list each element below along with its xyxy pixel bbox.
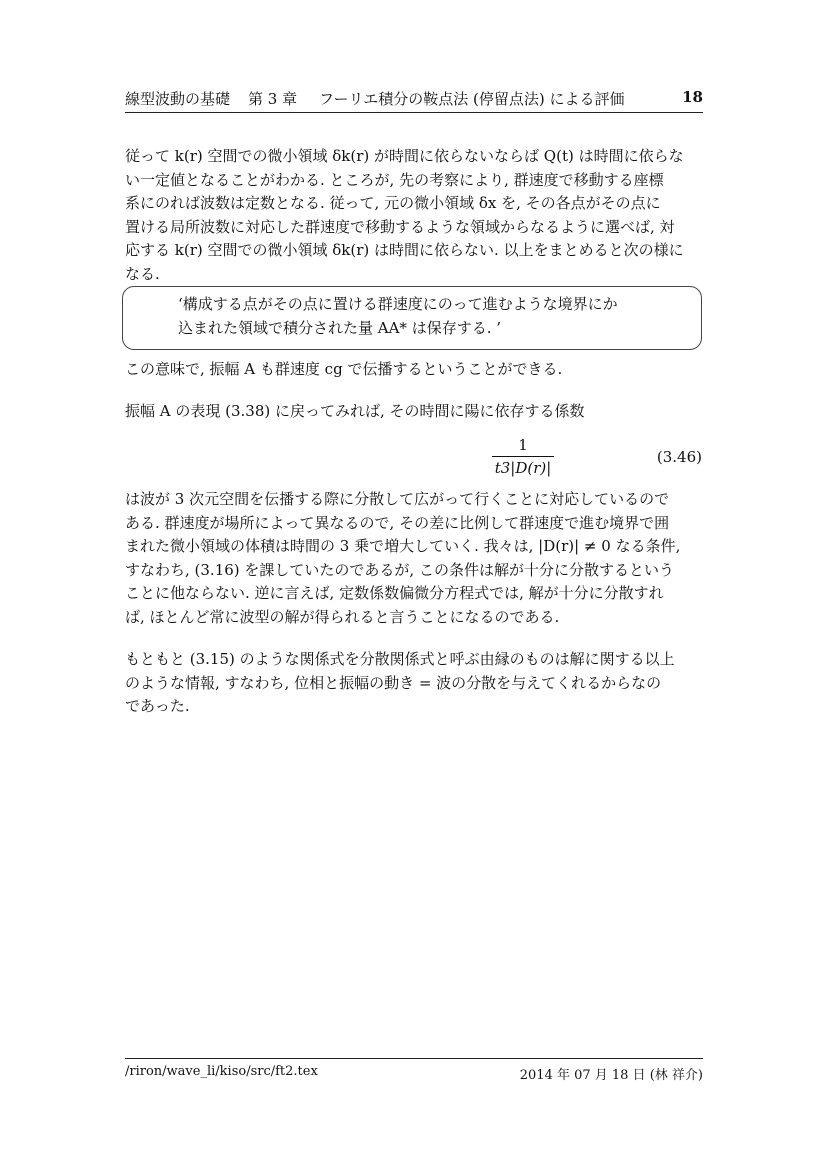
text-line: 従って k(r) 空間での微小領域 δk(r) が時間に依らないならば Q(t) は時間に依らな: [125, 147, 684, 165]
fraction-bar: [492, 456, 554, 457]
section-title: フーリエ積分の鞍点法 (停留点法) による評価: [319, 90, 625, 108]
fraction-denominator: t3|D(r)|: [494, 459, 552, 477]
text-line: 応する k(r) 空間での微小領域 δk(r) は時間に依らない. 以上をまとめると次の様に: [125, 241, 684, 259]
statement-line: 込まれた領域で積分された量 AA* は保存する. ’: [178, 318, 502, 337]
footer-date-author: 2014 年 07 月 18 日 (林 祥介): [519, 1068, 703, 1083]
text-line: は波が 3 次元空間を伝播する際に分散して広がって行くことに対応しているので: [125, 490, 670, 508]
fraction: [492, 436, 554, 478]
text-line: 振幅 A の表現 (3.38) に戻ってみれば, その時間に陽に依存する係数: [125, 402, 585, 420]
footer-path: /riron/wave_li/kiso/src/ft2.tex: [125, 1064, 318, 1079]
text-line: い一定値となることがわかる. ところが, 先の考察により, 群速度で移動する座標: [125, 170, 664, 189]
text-line: すなわち, (3.16) を課していたのであるが, この条件は解が十分に分散するという: [125, 560, 674, 579]
text-line: なる.: [125, 264, 160, 283]
paragraph-dispersion: [125, 488, 705, 629]
paragraph-dispersion-relation: [125, 648, 705, 719]
paragraph-amplitude-propagation: [125, 358, 705, 382]
paragraph-amplitude-expression: [125, 400, 705, 424]
text-line: この意味で, 振幅 A も群速度 cg で伝播するということができる.: [125, 360, 563, 378]
paragraph-invariance: [125, 145, 705, 286]
equation-number: (3.46): [656, 448, 702, 466]
text-line: ある. 群速度が場所によって異なるので, その差に比例して群速度で進む境界で囲: [125, 513, 670, 532]
page-number: 18: [682, 88, 703, 106]
text-line: のような情報, すなわち, 位相と振幅の動き = 波の分散を与えてくれるからなの: [125, 673, 662, 692]
text-line: 系にのれば波数は定数となる. 従って, 元の微小領域 δx を, その各点がその点に: [125, 194, 661, 212]
fraction-numerator: 1: [518, 436, 528, 454]
text-line: ことに他ならない. 逆に言えば, 定数係数偏微分方程式では, 解が十分に分散すれ: [125, 584, 664, 602]
equation-3-46: [125, 436, 705, 480]
text-line: であった.: [125, 697, 190, 715]
text-line: まれた微小領域の体積は時間の 3 乗で増大していく. 我々は, |D(r)| ≠ 0 なる条件,: [125, 537, 681, 555]
running-header: [125, 86, 703, 113]
statement-line: ‘構成する点がその点に置ける群速度にのって進むような境界にか: [178, 295, 618, 313]
book-title: 線型波動の基礎: [125, 90, 231, 108]
text-line: 置ける局所波数に対応した群速度で移動するような領域からなるように選べば, 対: [125, 217, 675, 236]
boxed-statement: [122, 286, 702, 350]
chapter-label: 第 3 章: [248, 90, 298, 108]
text-line: ば, ほとんど常に波型の解が得られると言うことになるのである.: [125, 607, 560, 626]
text-line: もともと (3.15) のような関係式を分散関係式と呼ぶ由縁のものは解に関する以上: [125, 650, 675, 668]
footer-rule: [125, 1058, 703, 1059]
